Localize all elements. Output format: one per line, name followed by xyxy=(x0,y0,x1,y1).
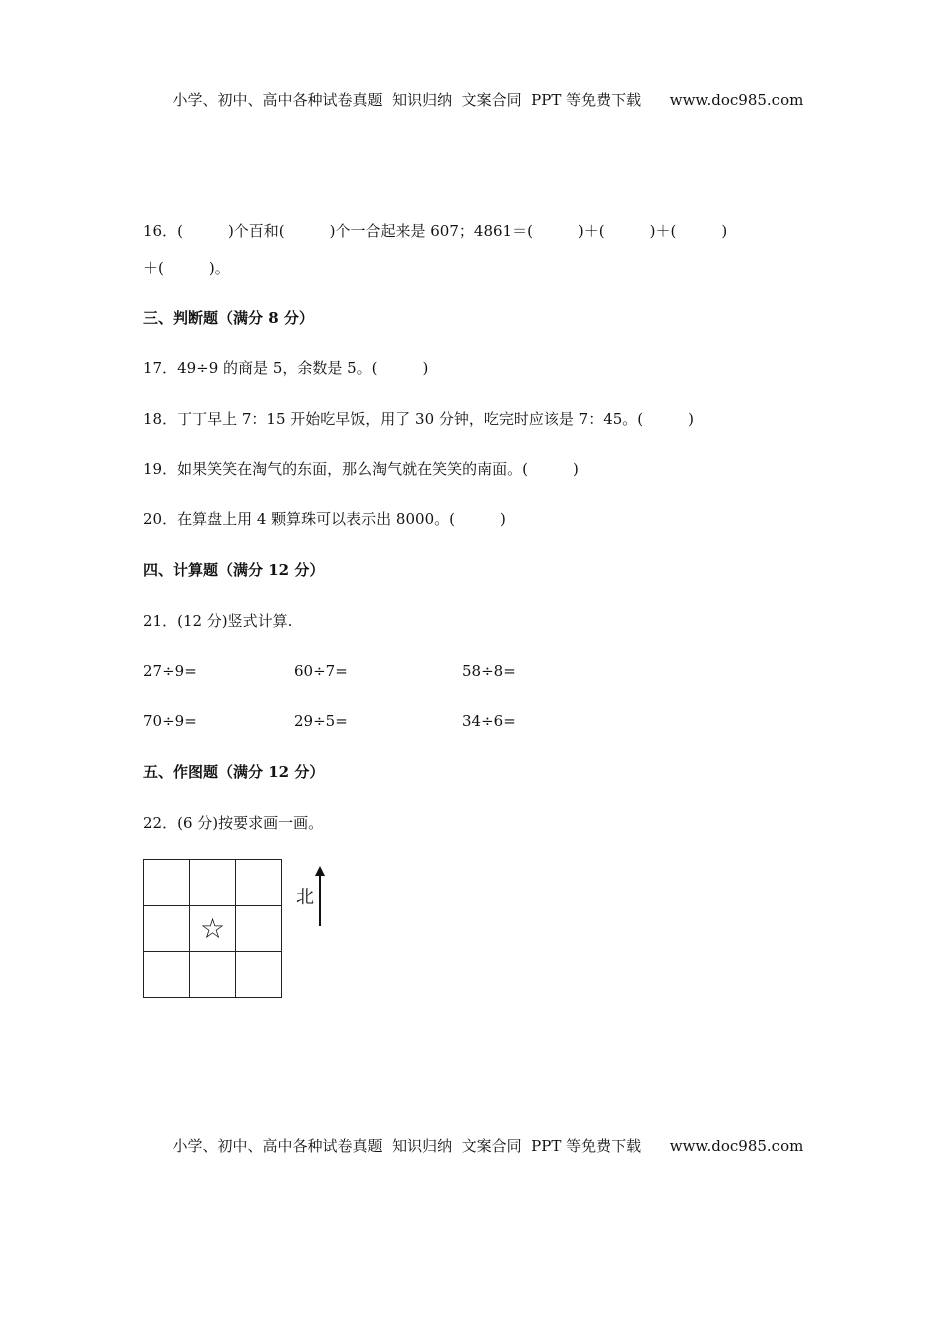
page-header xyxy=(163,70,803,110)
calc-2-1: 70÷9= xyxy=(143,712,197,730)
grid-cell xyxy=(236,952,282,998)
footer-text: 小学、初中、高中各种试卷真题 知识归纳 文案合同 PPT 等免费下载 xyxy=(172,1137,642,1155)
star-icon: ☆ xyxy=(199,911,226,945)
grid-cell xyxy=(144,860,190,906)
calc-2-2: 29÷5= xyxy=(294,712,348,730)
section-4-title: 四、计算题（满分 12 分） xyxy=(143,561,325,579)
question-16-line2: ＋( )。 xyxy=(143,259,230,277)
grid-cell xyxy=(236,906,282,952)
section-3-title: 三、判断题（满分 8 分） xyxy=(143,309,314,327)
calc-2-3: 34÷6= xyxy=(462,712,516,730)
grid-cell xyxy=(144,952,190,998)
question-18: 18．丁丁早上 7：15 开始吃早饭，用了 30 分钟，吃完时应该是 7：45。( ) xyxy=(143,410,694,428)
question-17: 17．49÷9 的商是 5，余数是 5。( ) xyxy=(143,359,429,377)
calc-1-2: 60÷7= xyxy=(294,662,348,680)
header-text: 小学、初中、高中各种试卷真题 知识归纳 文案合同 PPT 等免费下载 xyxy=(172,91,642,109)
question-19: 19．如果笑笑在淘气的东面，那么淘气就在笑笑的南面。( ) xyxy=(143,460,579,478)
grid-cell xyxy=(190,860,236,906)
grid-cell xyxy=(190,952,236,998)
question-22: 22．(6 分)按要求画一画。 xyxy=(143,814,324,832)
footer-url: www.doc985.com xyxy=(669,1137,804,1155)
grid-cell-center xyxy=(190,906,236,952)
question-16-line1: 16．( )个百和( )个一合起来是 607；4861＝( )＋( )＋( ) xyxy=(143,222,728,240)
north-arrow-icon xyxy=(313,866,327,928)
section-5-title: 五、作图题（满分 12 分） xyxy=(143,763,325,781)
header-url: www.doc985.com xyxy=(669,91,804,109)
question-20: 20．在算盘上用 4 颗算珠可以表示出 8000。( ) xyxy=(143,510,506,528)
calc-1-1: 27÷9= xyxy=(143,662,197,680)
north-label: 北 xyxy=(296,887,314,908)
page-footer xyxy=(163,1116,803,1156)
grid-cell xyxy=(144,906,190,952)
question-21: 21．(12 分)竖式计算. xyxy=(143,612,293,630)
calc-1-3: 58÷8= xyxy=(462,662,516,680)
grid-cell xyxy=(236,860,282,906)
direction-grid xyxy=(143,859,282,998)
